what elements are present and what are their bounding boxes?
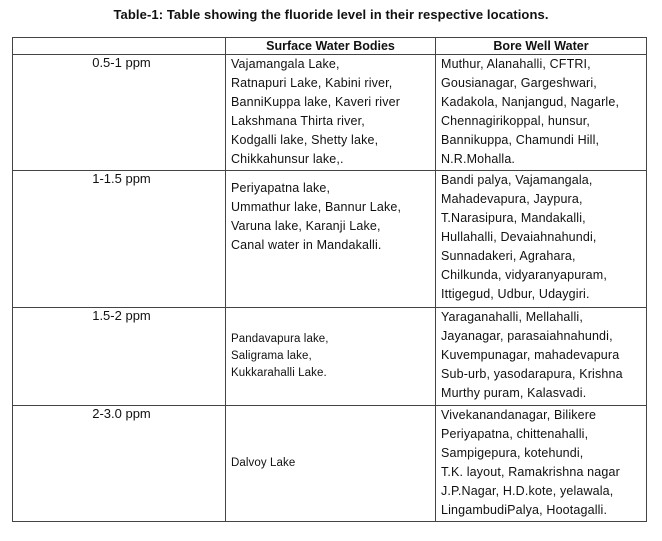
bore-line: J.P.Nagar, H.D.kote, yelawala, <box>441 484 614 498</box>
surface-line: BanniKuppa lake, Kaveri river <box>231 95 401 109</box>
bore-cell <box>436 171 647 308</box>
bore-line: Ittigegud, Udbur, Udaygiri. <box>441 287 590 301</box>
range-cell: 1.5-2 ppm <box>13 308 226 406</box>
header-bore-well-water: Bore Well Water <box>436 38 647 55</box>
bore-line: Yaraganahalli, Mellahalli, <box>441 310 583 324</box>
bore-line: Sampigepura, kotehundi, <box>441 446 584 460</box>
bore-line: Sunnadakeri, Agrahara, <box>441 249 576 263</box>
range-cell: 2-3.0 ppm <box>13 406 226 522</box>
bore-cell <box>436 55 647 171</box>
surface-cell <box>226 406 436 522</box>
bore-line: Jayanagar, parasaiahnahundi, <box>441 329 613 343</box>
bore-line: N.R.Mohalla. <box>441 152 516 166</box>
range-cell: 0.5-1 ppm <box>13 55 226 171</box>
bore-line: Mahadevapura, Jaypura, <box>441 192 583 206</box>
surface-cell <box>226 171 436 308</box>
fluoride-table <box>12 37 647 522</box>
table-row <box>13 55 647 171</box>
table-row <box>13 406 647 522</box>
bore-line: T.K. layout, Ramakrishna nagar <box>441 465 620 479</box>
surface-line: Saligrama lake, <box>231 350 312 362</box>
table-caption: Table-1: Table showing the fluoride level in their respective locations. <box>113 7 549 22</box>
header-range <box>13 38 226 55</box>
table-header-row <box>13 38 647 55</box>
bore-line: Muthur, Alanahalli, CFTRI, <box>441 57 591 71</box>
bore-line: Periyapatna, chittenahalli, <box>441 427 589 441</box>
surface-cell <box>226 308 436 406</box>
bore-line: Sub-urb, yasodarapura, Krishna <box>441 367 623 381</box>
surface-line: Periyapatna lake, <box>231 181 331 195</box>
surface-line: Vajamangala Lake, <box>231 57 340 71</box>
bore-line: Hullahalli, Devaiahnahundi, <box>441 230 597 244</box>
header-surface-water: Surface Water Bodies <box>226 38 436 55</box>
bore-line: LingambudiPalya, Hootagalli. <box>441 503 608 517</box>
bore-line: Bannikuppa, Chamundi Hill, <box>441 133 600 147</box>
surface-line: Lakshmana Thirta river, <box>231 114 365 128</box>
surface-line: Ummathur lake, Bannur Lake, <box>231 200 402 214</box>
bore-line: Vivekanandanagar, Bilikere <box>441 408 597 422</box>
surface-cell <box>226 55 436 171</box>
surface-line: Pandavapura lake, <box>231 333 329 345</box>
table-row <box>13 308 647 406</box>
bore-line: Kuvempunagar, mahadevapura <box>441 348 620 362</box>
bore-line: Bandi palya, Vajamangala, <box>441 173 593 187</box>
bore-line: Murthy puram, Kalasvadi. <box>441 386 587 400</box>
table-row <box>13 171 647 308</box>
surface-line: Kukkarahalli Lake. <box>231 367 327 379</box>
bore-line: T.Narasipura, Mandakalli, <box>441 211 586 225</box>
surface-line: Canal water in Mandakalli. <box>231 238 382 252</box>
surface-line: Ratnapuri Lake, Kabini river, <box>231 76 393 90</box>
bore-line: Chennagirikoppal, hunsur, <box>441 114 590 128</box>
surface-line: Dalvoy Lake <box>231 457 296 469</box>
range-cell: 1-1.5 ppm <box>13 171 226 308</box>
bore-cell <box>436 406 647 522</box>
surface-line: Chikkahunsur lake,. <box>231 152 344 166</box>
bore-line: Gousianagar, Gargeshwari, <box>441 76 597 90</box>
bore-cell <box>436 308 647 406</box>
bore-line: Chilkunda, vidyaranyapuram, <box>441 268 607 282</box>
bore-line: Kadakola, Nanjangud, Nagarle, <box>441 95 620 109</box>
surface-line: Kodgalli lake, Shetty lake, <box>231 133 379 147</box>
surface-line: Varuna lake, Karanji Lake, <box>231 219 381 233</box>
